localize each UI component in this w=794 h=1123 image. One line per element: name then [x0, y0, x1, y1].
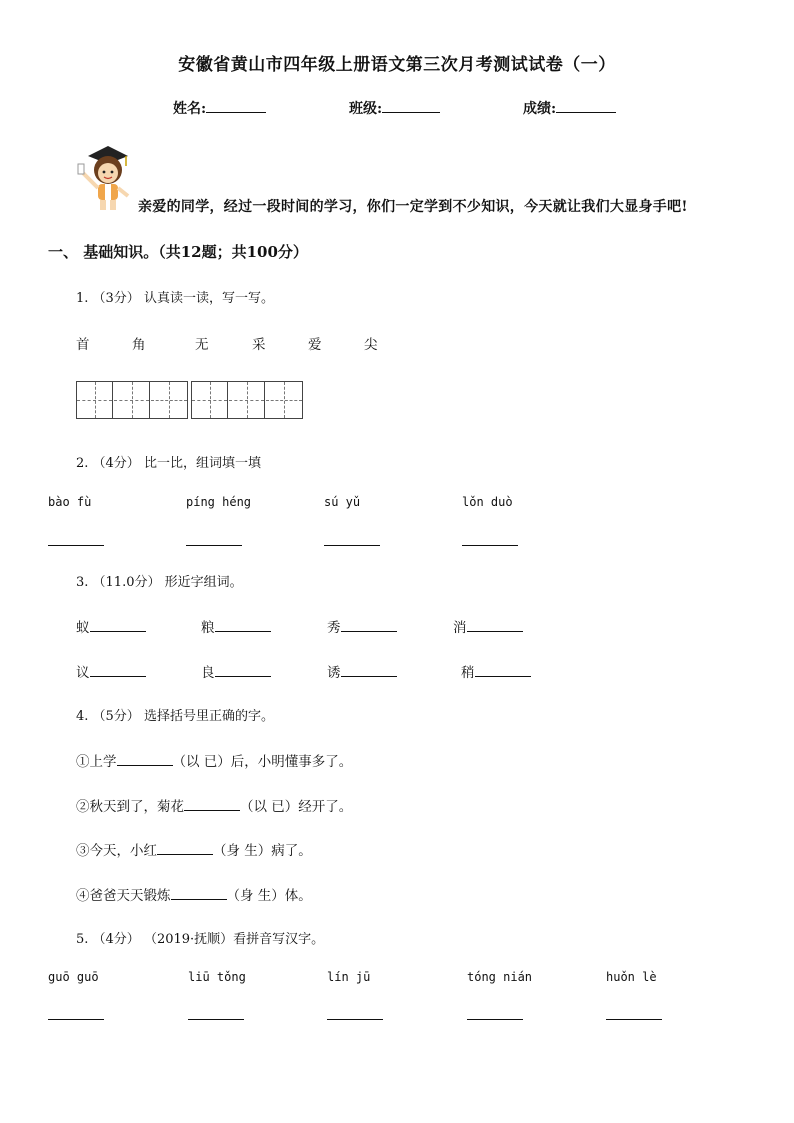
- name-blank[interactable]: [206, 112, 266, 113]
- q3-blank[interactable]: [215, 631, 271, 632]
- q3-char: 蚁: [76, 620, 90, 636]
- q3-item[interactable]: [327, 616, 397, 636]
- q3-blank[interactable]: [341, 676, 397, 677]
- q4-blank[interactable]: [184, 810, 240, 811]
- class-field[interactable]: [349, 98, 440, 118]
- q1-char: 无: [195, 337, 209, 353]
- grid-cell[interactable]: [192, 382, 228, 418]
- q3-char: 良: [201, 665, 215, 681]
- grid-cell[interactable]: [266, 382, 302, 418]
- q2-pinyin: lǒn duò: [462, 495, 513, 509]
- q1-char: 角: [132, 337, 146, 353]
- q1-char: 采: [252, 337, 266, 353]
- q5-pinyin: huǒn lè: [606, 970, 657, 984]
- q5-pinyin: lín jū: [327, 970, 371, 984]
- question-5-title: 5. （4分） （2019·抚顺）看拼音写汉字。: [76, 932, 325, 947]
- q3-char: 诱: [327, 665, 341, 681]
- q3-blank[interactable]: [341, 631, 397, 632]
- page-title: 安徽省黄山市四年级上册语文第三次月考测试试卷（一）: [178, 55, 616, 75]
- q3-blank[interactable]: [90, 631, 146, 632]
- grid-cell[interactable]: [151, 382, 187, 418]
- answer-line[interactable]: [324, 545, 380, 546]
- grid-cell[interactable]: [229, 382, 265, 418]
- answer-line[interactable]: [186, 545, 242, 546]
- writing-grid-right[interactable]: [191, 381, 303, 419]
- q2-pinyin: bào fù: [48, 495, 92, 509]
- q4-blank[interactable]: [157, 854, 213, 855]
- q4-options: （以 已）: [172, 754, 231, 770]
- q4-pre: ②秋天到了，菊花: [76, 799, 184, 815]
- q3-blank[interactable]: [215, 676, 271, 677]
- grid-cell[interactable]: [114, 382, 150, 418]
- q5-pinyin: tóng nián: [467, 970, 533, 984]
- q5-pinyin: guō guō: [48, 970, 99, 984]
- question-4-title: 4. （5分） 选择括号里正确的字。: [76, 709, 274, 724]
- q2-pinyin: sú yǔ: [324, 495, 361, 509]
- q4-blank[interactable]: [117, 765, 173, 766]
- q3-item[interactable]: [327, 661, 397, 681]
- q4-item[interactable]: [76, 884, 312, 904]
- score-field[interactable]: [523, 98, 616, 118]
- name-label: 姓名:: [173, 101, 207, 117]
- q3-item[interactable]: [201, 616, 271, 636]
- q4-options: （身 生）: [213, 843, 272, 859]
- question-3-title: 3. （11.0分） 形近字组词。: [76, 575, 243, 590]
- q5-pinyin: liū tǒng: [188, 970, 246, 984]
- q3-blank[interactable]: [467, 631, 523, 632]
- q3-item[interactable]: [461, 661, 531, 681]
- mascot-icon: [76, 142, 134, 214]
- q3-item[interactable]: [76, 616, 146, 636]
- grid-cell[interactable]: [77, 382, 113, 418]
- q2-pinyin: píng héng: [186, 495, 252, 509]
- q1-char: 爱: [308, 337, 322, 353]
- q3-char: 粮: [201, 620, 215, 636]
- writing-grid-left[interactable]: [76, 381, 188, 419]
- name-field[interactable]: [173, 98, 266, 118]
- q3-blank[interactable]: [90, 676, 146, 677]
- q4-options: （以 已）: [240, 799, 299, 815]
- class-blank[interactable]: [382, 112, 440, 113]
- q1-char: 尖: [364, 337, 378, 353]
- q1-char: 首: [76, 337, 90, 353]
- q4-item[interactable]: [76, 750, 352, 770]
- question-2-title: 2. （4分） 比一比，组词填一填: [76, 456, 261, 471]
- q4-options: （身 生）: [226, 888, 285, 904]
- answer-line[interactable]: [48, 1019, 104, 1020]
- q3-char: 稍: [461, 665, 475, 681]
- intro-text: 亲爱的同学，经过一段时间的学习，你们一定学到不少知识，今天就让我们大显身手吧!: [138, 199, 688, 215]
- q4-post: 经开了。: [298, 799, 353, 815]
- q4-blank[interactable]: [171, 899, 227, 900]
- section-heading: 一、 基础知识。（共12题；共100分）: [48, 243, 308, 261]
- answer-line[interactable]: [188, 1019, 244, 1020]
- answer-line[interactable]: [606, 1019, 662, 1020]
- answer-line[interactable]: [462, 545, 518, 546]
- q4-pre: ①上学: [76, 754, 117, 770]
- score-blank[interactable]: [556, 112, 616, 113]
- class-label: 班级:: [349, 101, 383, 117]
- answer-line[interactable]: [467, 1019, 523, 1020]
- question-1-title: 1. （3分） 认真读一读，写一写。: [76, 291, 274, 306]
- q3-item[interactable]: [453, 616, 523, 636]
- q4-pre: ④爸爸天天锻炼: [76, 888, 171, 904]
- q3-blank[interactable]: [475, 676, 531, 677]
- q3-char: 秀: [327, 620, 341, 636]
- q4-pre: ③今天，小红: [76, 843, 157, 859]
- q3-item[interactable]: [201, 661, 271, 681]
- q4-post: 后，小明懂事多了。: [230, 754, 353, 770]
- q3-char: 议: [76, 665, 90, 681]
- q4-post: 体。: [284, 888, 312, 904]
- q4-post: 病了。: [271, 843, 312, 859]
- q4-item[interactable]: [76, 839, 312, 859]
- answer-line[interactable]: [48, 545, 104, 546]
- q4-item[interactable]: [76, 795, 352, 815]
- q3-char: 消: [453, 620, 467, 636]
- q3-item[interactable]: [76, 661, 146, 681]
- score-label: 成绩:: [523, 101, 557, 117]
- answer-line[interactable]: [327, 1019, 383, 1020]
